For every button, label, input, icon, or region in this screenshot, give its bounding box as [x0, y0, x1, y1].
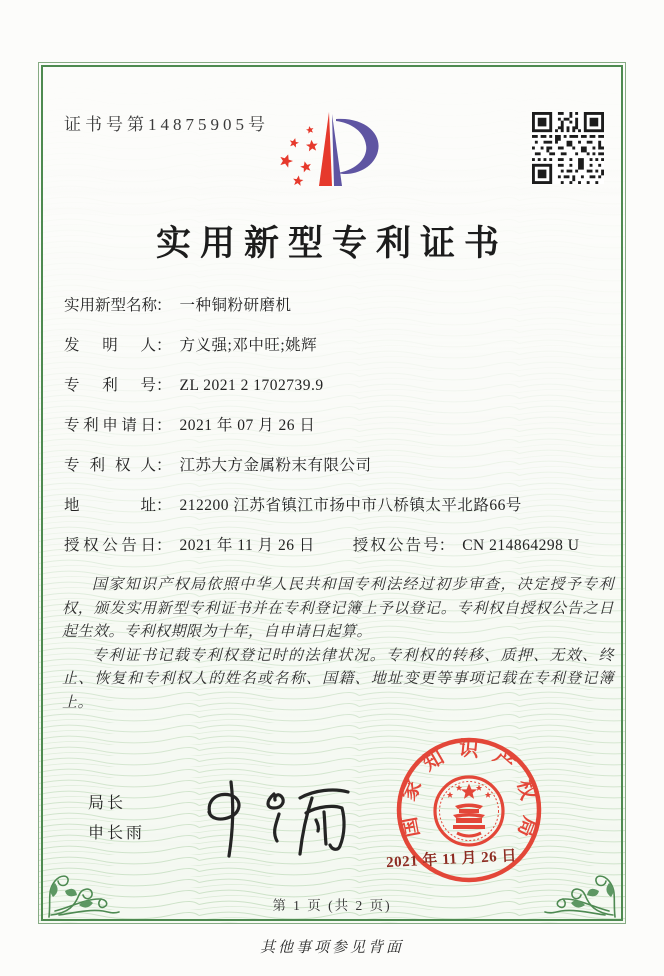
- field-label: 实用新型名称: [64, 297, 158, 314]
- field-value-inventors: 方义强;邓中旺;姚辉: [179, 337, 318, 354]
- field-colon: ：: [156, 417, 172, 434]
- signer-name: 申长雨: [88, 825, 146, 842]
- field-colon: ：: [156, 337, 172, 354]
- field-colon: ：: [156, 537, 172, 554]
- field-label: 专利权人: [64, 457, 156, 474]
- field-label: 授权公告日: [64, 537, 156, 554]
- field-value-utility-model-name: 一种铜粉研磨机: [179, 297, 292, 314]
- field-row-patent-number: [64, 374, 612, 397]
- field-value-filing-date: 2021 年 07 月 26 日: [179, 417, 316, 434]
- field-grant-number: [353, 534, 580, 557]
- legal-paragraph-1: 国家知识产权局依照中华人民共和国专利法经过初步审查，决定授予专利权，颁发实用新型专利证书并在专利登记簿上予以登记。专利权自授权公告之日起生效。专利权期限为十年，自申请日起算。: [62, 577, 614, 640]
- field-label: 授权公告号: [352, 537, 439, 554]
- field-row-patentee: [64, 454, 612, 477]
- cnipa-logo-icon: [280, 104, 385, 194]
- field-colon: ：: [156, 377, 172, 394]
- patent-fields: [64, 294, 612, 574]
- field-value-patent-number: ZL 2021 2 1702739.9: [179, 377, 324, 394]
- seal-org-text: 国家知识产权局: [396, 737, 542, 852]
- signer-block: [88, 789, 145, 849]
- field-label: 地址: [64, 497, 156, 514]
- certificate-number: 证书号第14875905号: [64, 115, 269, 134]
- field-colon: ：: [156, 457, 172, 474]
- field-value-grant-date: 2021 年 11 月 26 日: [179, 537, 315, 554]
- field-colon: ：: [156, 497, 172, 514]
- seal-date: 2021 年 11 月 26 日: [385, 848, 518, 872]
- field-row-name: [64, 294, 612, 317]
- legal-text: [62, 574, 614, 715]
- national-emblem-icon: [435, 777, 503, 845]
- field-row-address: [64, 494, 612, 517]
- commissioner-signature: [182, 768, 357, 863]
- field-value-grant-number: CN 214864298 U: [462, 537, 580, 554]
- field-colon: ：: [438, 537, 455, 554]
- legal-paragraph-2: 专利证书记载专利权登记时的法律状况。专利权的转移、质押、无效、终止、恢复和专利权人的姓名或名称、国籍、地址变更等事项记载在专利登记簿上。: [62, 647, 614, 711]
- field-row-filing-date: [64, 414, 612, 437]
- field-grant-date: [64, 534, 315, 557]
- field-label: 发明人: [64, 337, 156, 354]
- field-colon: ：: [156, 297, 172, 314]
- field-label: 专利申请日: [64, 417, 156, 434]
- back-side-note: 其他事项参见背面: [259, 940, 404, 956]
- page-number: 第 1 页 (共 2 页): [272, 898, 392, 913]
- signer-title: 局长: [88, 795, 127, 812]
- field-value-patentee: 江苏大方金属粉末有限公司: [179, 457, 372, 474]
- field-label: 专利号: [64, 377, 156, 394]
- field-row-grant: [64, 534, 612, 557]
- field-row-inventors: [64, 334, 612, 357]
- field-value-address: 212200 江苏省镇江市扬中市八桥镇太平北路66号: [179, 497, 522, 514]
- qr-code: [532, 112, 604, 184]
- certificate-title: 实用新型专利证书: [155, 224, 508, 263]
